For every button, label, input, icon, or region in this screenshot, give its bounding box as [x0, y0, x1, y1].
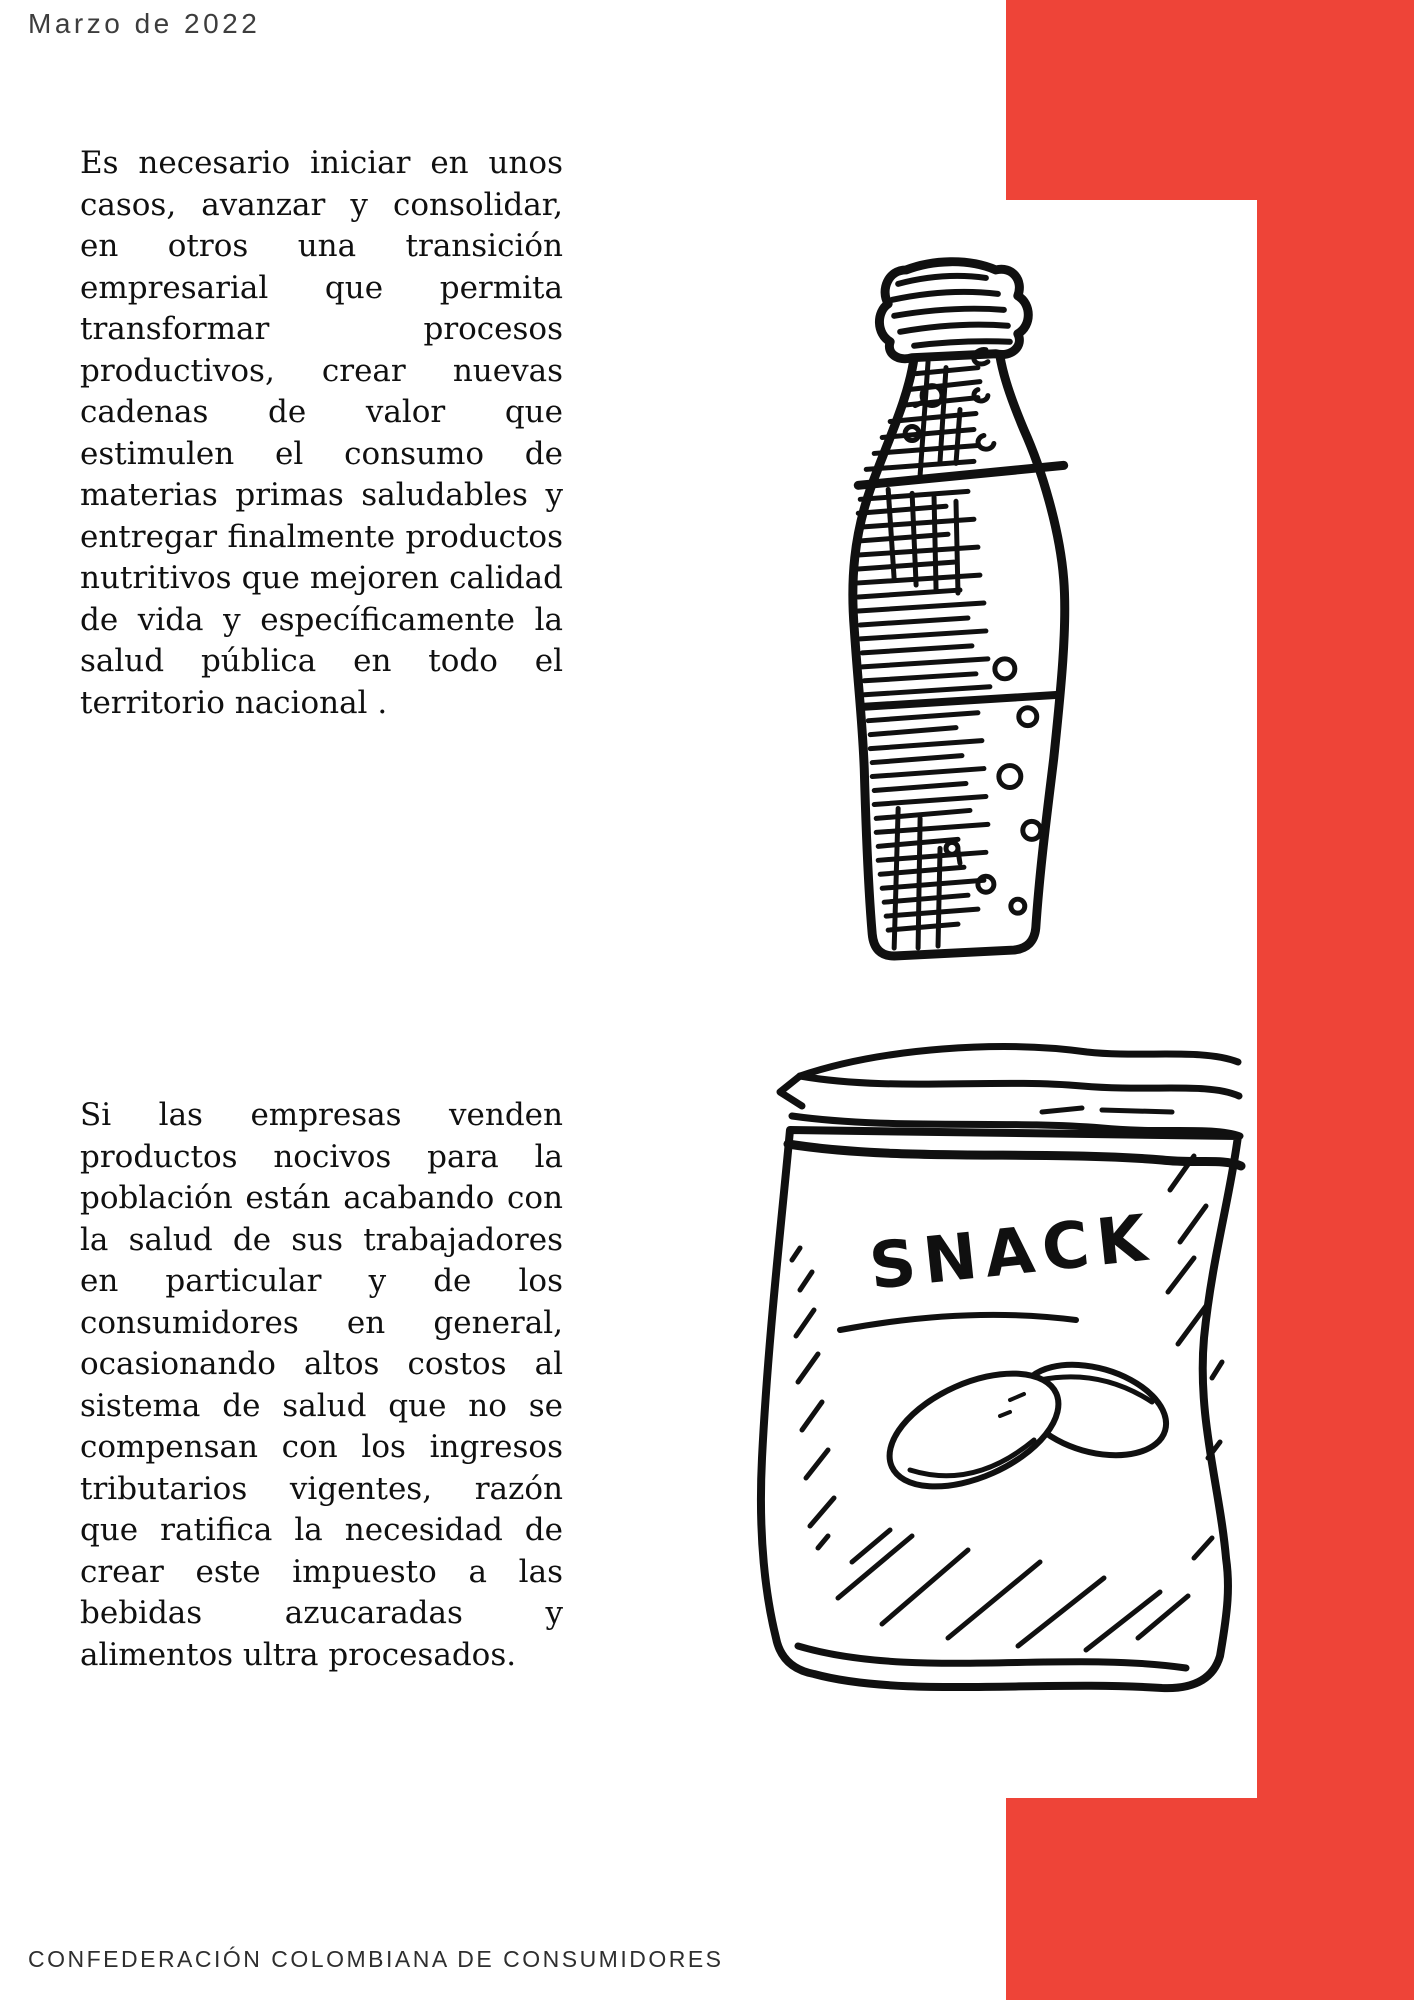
footer-organization-name: CONFEDERACIÓN COLOMBIANA DE CONSUMIDORES	[28, 1946, 724, 1972]
soda-bottle-illustration	[828, 250, 1076, 968]
accent-block-bottom-right	[1006, 1798, 1414, 2000]
snack-bag-label-text: SNACK	[866, 1201, 1158, 1305]
date-label: Marzo de 2022	[28, 8, 261, 39]
accent-stripe-right	[1257, 0, 1414, 2000]
snack-bag-illustration	[742, 1038, 1247, 1710]
paragraph-transicion-empresarial: Es necesario iniciar en unos casos, avanzar y consolidar, en otros una transición empresarial que permita transformar procesos productivos, crear nuevas cadenas de valor que estimulen el consumo de materias primas saludables y entregar finalmente productos nutritivos que mejoren calidad de vida y específicamente la salud pública en todo el territorio nacional .	[80, 145, 563, 721]
paragraph-productos-nocivos: Si las empresas venden productos nocivos para la población están acabando con la salud de sus trabajadores en particular y de los consumidores en general, ocasionando altos costos al sistema de salud que no se compensan con los ingresos tributarios vigentes, razón que ratifica la necesidad de crear este impuesto a las bebidas azucaradas y alimentos ultra procesados.	[80, 1097, 563, 1673]
